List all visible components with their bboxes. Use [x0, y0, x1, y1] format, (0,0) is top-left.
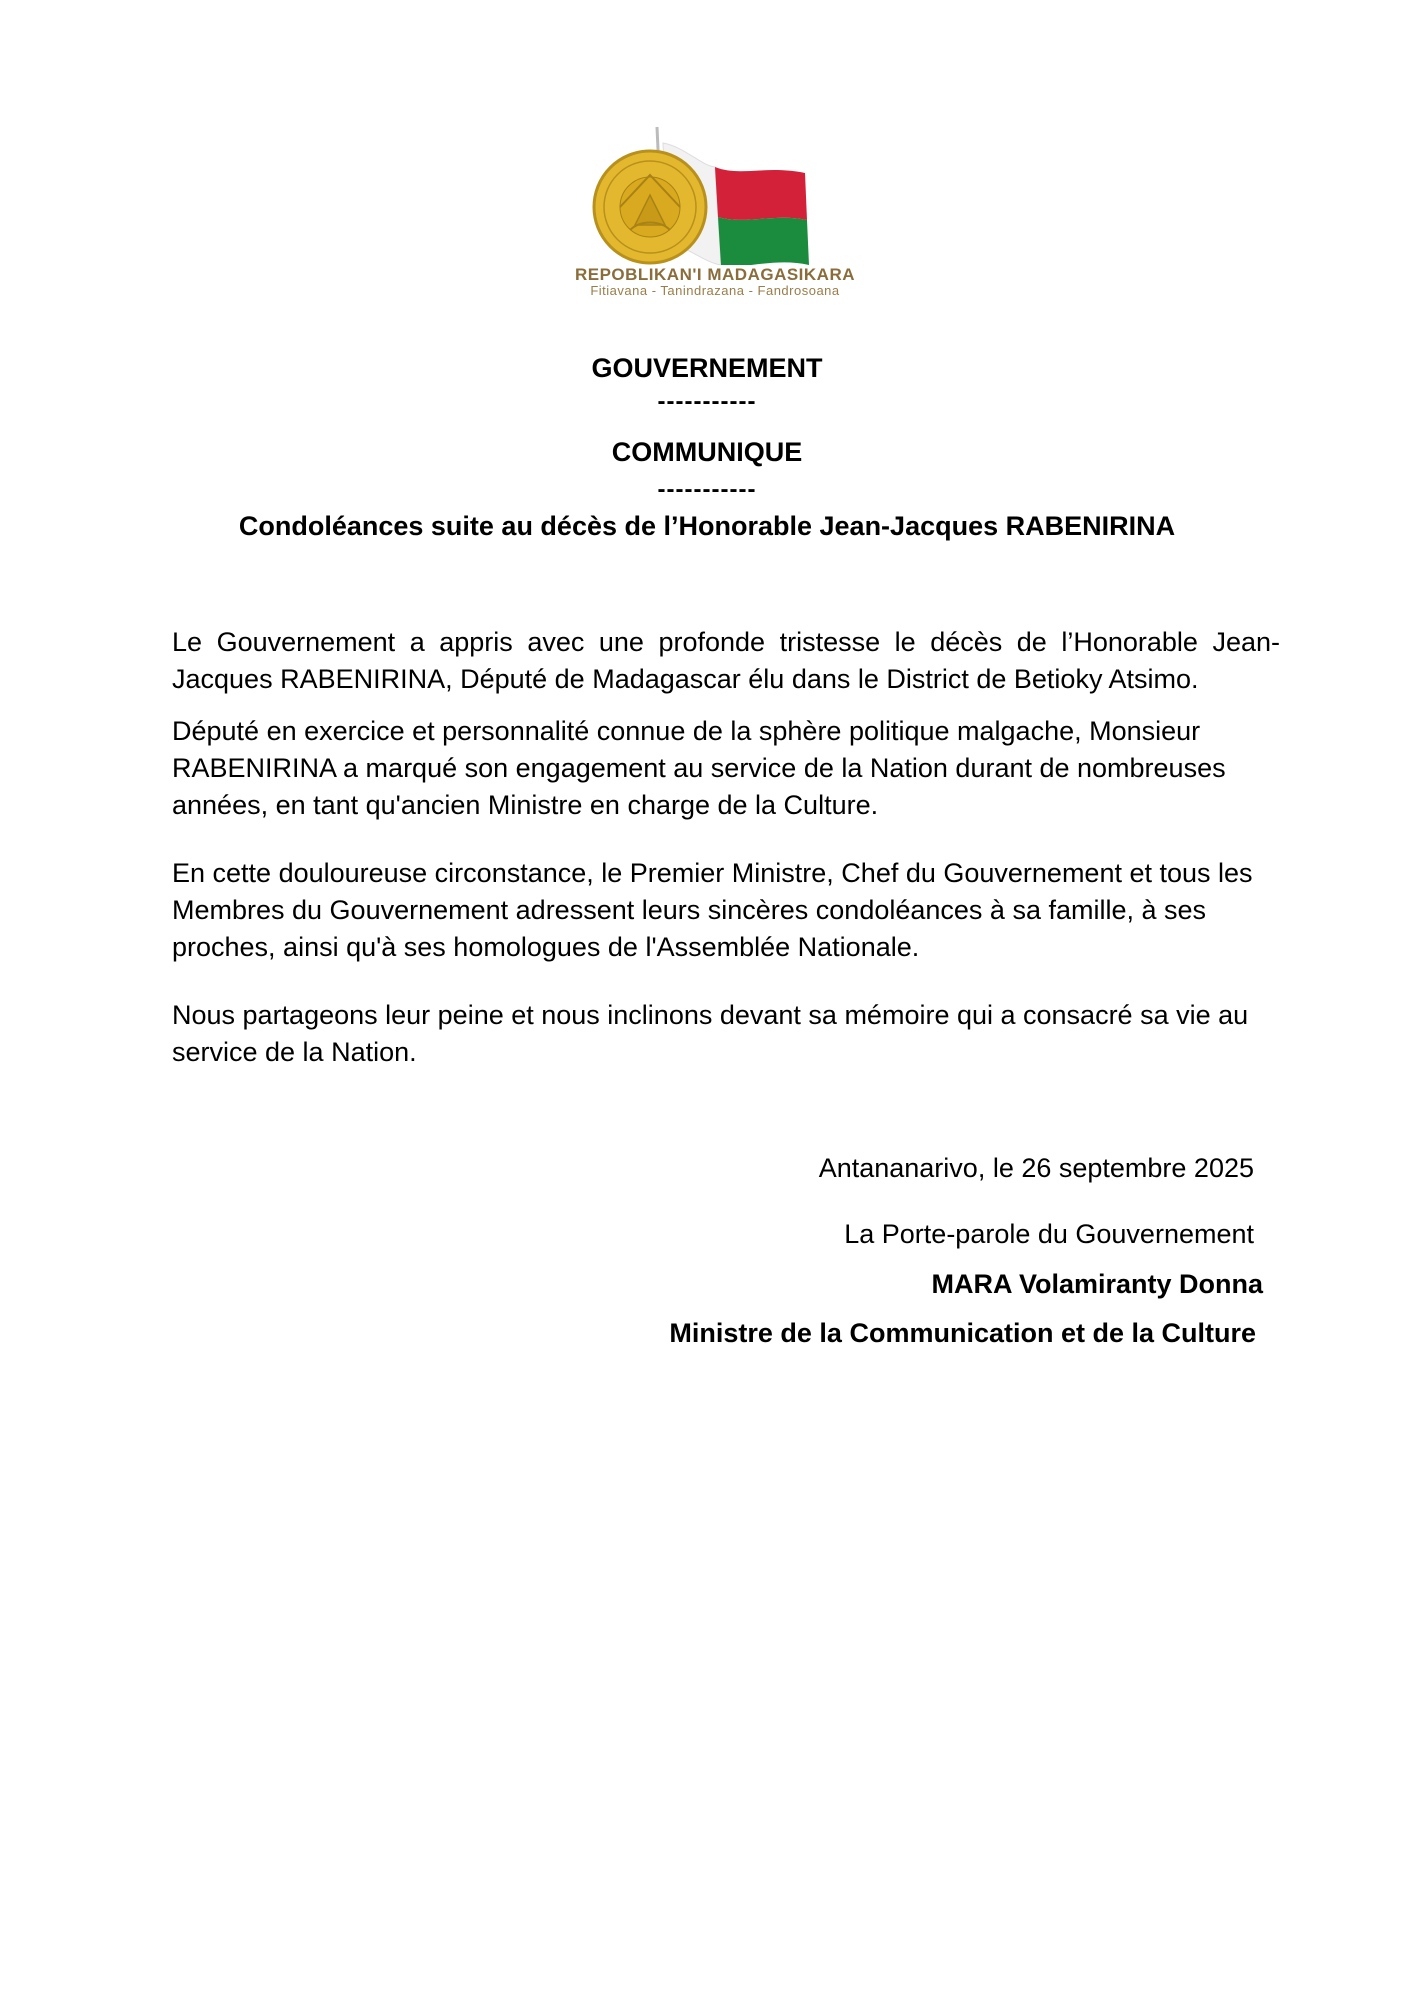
body-paragraph-4	[172, 997, 1262, 1071]
subject-heading: Condoléances suite au décès de l’Honorable Jean-Jacques RABENIRINA	[238, 511, 1176, 541]
paragraph-text: Député en exercice et personnalité connue de la sphère politique malgache, Monsieur RABENIRINA a marqué son engagement au service de la Nation durant de nombreuses années, en tant qu'ancien Ministre en charge de la Culture.	[172, 716, 1226, 820]
signatory-title: Ministre de la Communication et de la Culture	[669, 1318, 1256, 1348]
republic-logo	[535, 125, 895, 298]
paragraph-text: Nous partageons leur peine et nous inclinons devant sa mémoire qui a consacré sa vie au service de la Nation.	[172, 1000, 1249, 1067]
body-paragraph-3	[172, 855, 1280, 966]
signatory-role: La Porte-parole du Gouvernement	[844, 1219, 1254, 1249]
body-paragraph-2	[172, 713, 1280, 824]
place-date: Antananarivo, le 26 septembre 2025	[818, 1153, 1254, 1183]
institution-heading: GOUVERNEMENT	[591, 353, 823, 383]
coat-of-arms-and-flag-icon	[535, 125, 895, 265]
signatory-name: MARA Volamiranty Donna	[931, 1269, 1263, 1299]
document-type-heading: COMMUNIQUE	[611, 437, 803, 467]
logo-motto: Fitiavana - Tanindrazana - Fandrosoana	[590, 283, 840, 298]
body-paragraph-1	[172, 624, 1280, 698]
separator-1: -----------	[657, 388, 757, 415]
separator-2: -----------	[657, 476, 757, 503]
paragraph-text: Le Gouvernement a appris avec une profonde tristesse le décès de l’Honorable Jean-Jacques RABENIRINA, Député de Madagascar élu dans le District de Betioky Atsimo.	[172, 627, 1280, 694]
logo-title: REPOBLIKAN'I MADAGASIKARA	[574, 265, 856, 284]
paragraph-text: En cette douloureuse circonstance, le Premier Ministre, Chef du Gouvernement et tous les Membres du Gouvernement adressent leurs sincères condoléances à sa famille, à ses proches, ainsi qu'à ses homologues de l'Assemblée Nationale.	[172, 858, 1253, 962]
